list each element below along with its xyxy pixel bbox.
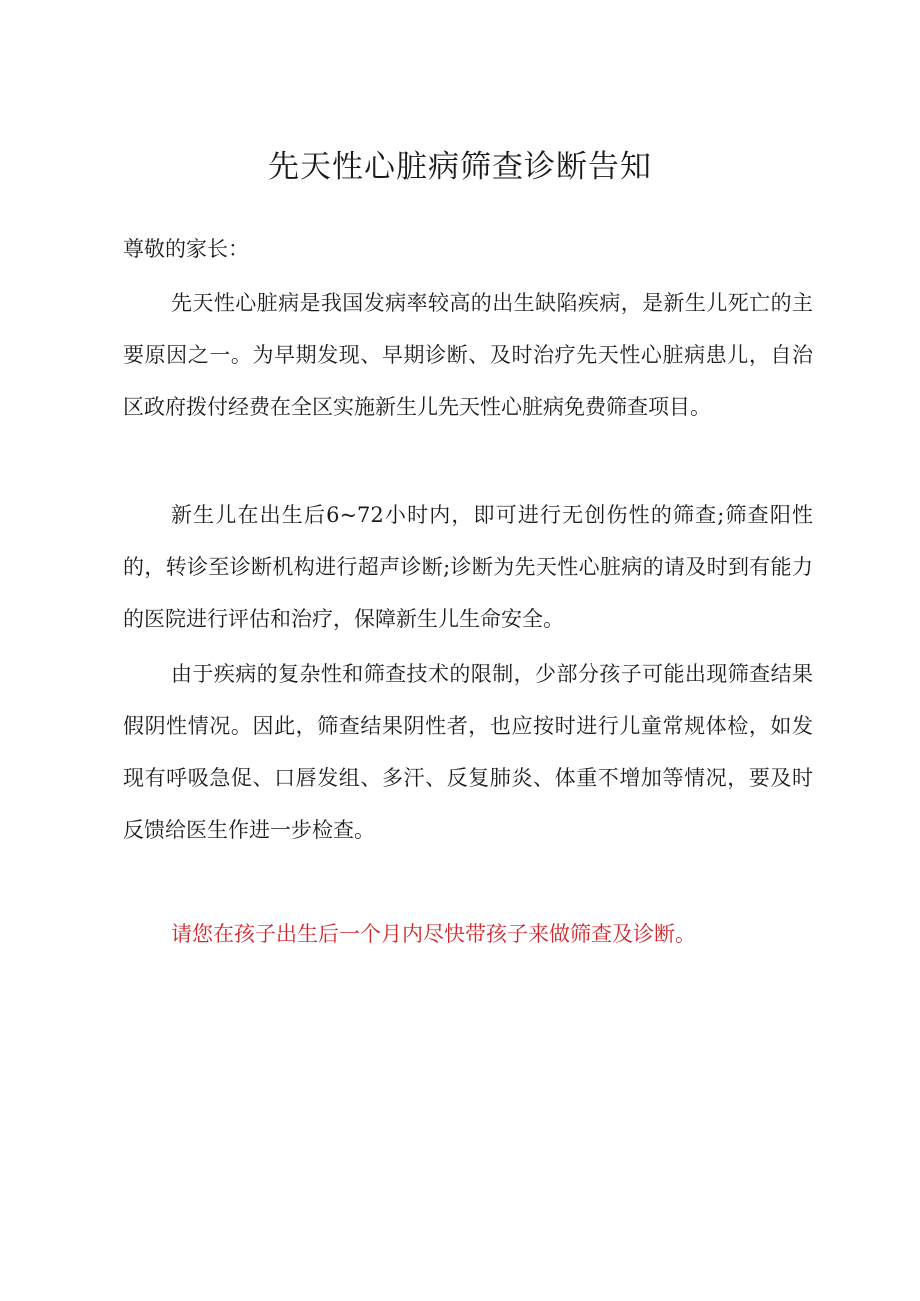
document-title: 先天性心脏病筛查诊断告知: [268, 148, 652, 185]
paragraph-screening-process: 新生儿在出生后6~72小时内，即可进行无创伤性的筛查;筛查阳性的，转诊至诊断机构进行超声诊断;诊断为先天性心脏病的请及时到有能力的医院进行评估和治疗，保障新生儿生命安全。: [123, 503, 813, 631]
paragraph-intro: 先天性心脏病是我国发病率较高的出生缺陷疾病，是新生儿死亡的主要原因之一。为早期发现、早期诊断、及时治疗先天性心脏病患儿，自治区政府拨付经费在全区实施新生儿先天性心脏病免费筛查项目。: [123, 291, 813, 419]
red-notice: 请您在孩子出生后一个月内尽快带孩子来做筛查及诊断。: [171, 922, 696, 946]
paragraph-limitations: 由于疾病的复杂性和筛查技术的限制，少部分孩子可能出现筛查结果假阴性情况。因此，筛查结果阴性者，也应按时进行儿童常规体检，如发现有呼吸急促、口唇发组、多汗、反复肺炎、体重不增加等情况，要及时反馈给医生作进一步检查。: [123, 662, 813, 842]
salutation: 尊敬的家长：: [123, 237, 249, 261]
